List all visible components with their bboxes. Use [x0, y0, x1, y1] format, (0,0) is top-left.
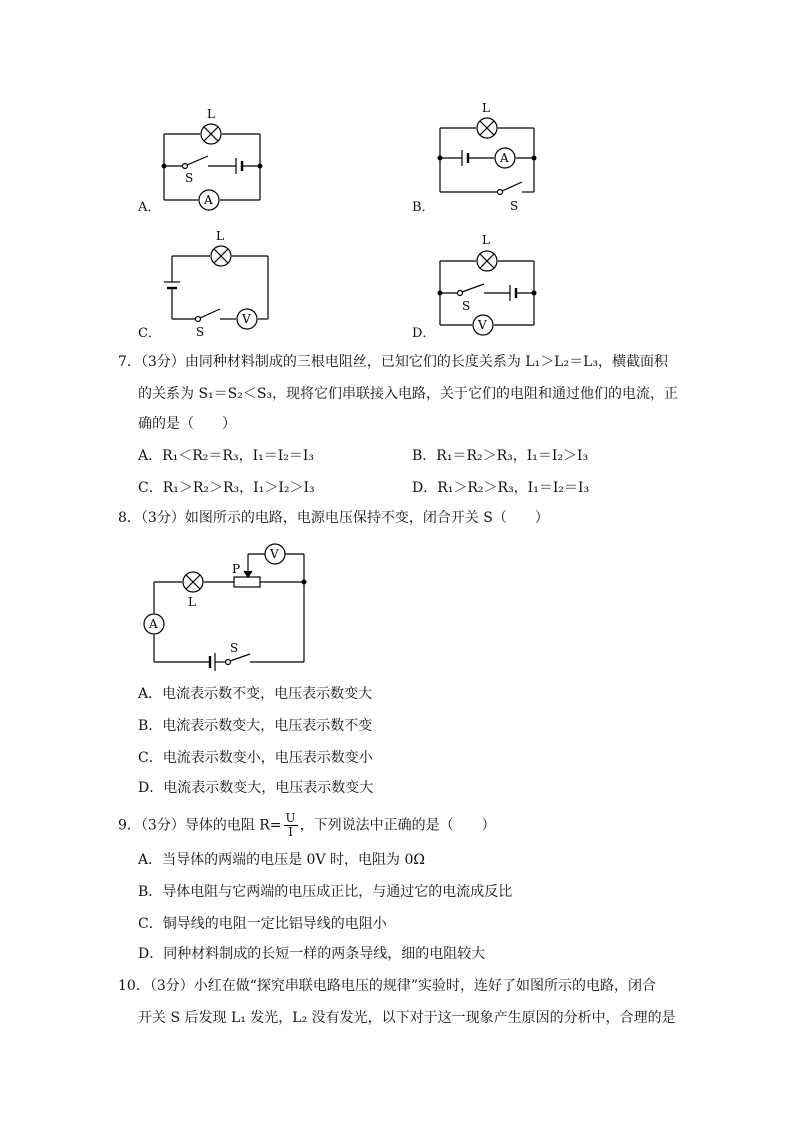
q6-option-d-label[interactable]: D． [412, 326, 436, 341]
q9-option-c[interactable]: C．铜导线的电阻一定比铝导线的电阻小 [138, 916, 387, 932]
q7-option-a[interactable]: A．R₁＜R₂＝R₃，I₁＝I₂＝I₃ [138, 448, 314, 464]
lamp-label: L [216, 229, 224, 243]
q7-option-d[interactable]: D．R₁＞R₂＞R₃，I₁＝I₂＝I₃ [412, 480, 590, 496]
q8-option-b[interactable]: B．电流表示数变大，电压表示数不变 [138, 718, 373, 734]
q8-circuit [138, 540, 318, 670]
q7-stem-line3: 确的是（ ） [138, 416, 236, 432]
ammeter-label: A [149, 617, 158, 631]
meter-label: A [500, 151, 509, 165]
q9-stem-post: ，下列说法中正确的是（ ） [299, 817, 496, 834]
switch-label: S [510, 199, 519, 213]
q9-formula-fraction [284, 812, 298, 839]
q9-stem-pre: 9．（3分）导体的电阻 R= [118, 817, 282, 834]
q8-option-a[interactable]: A．电流表示数不变，电压表示数变大 [138, 686, 373, 702]
q6-circuit-b [428, 96, 558, 221]
q6-circuit-a [150, 100, 280, 220]
meter-label: V [478, 318, 487, 332]
q6-option-a-label[interactable]: A． [138, 200, 161, 215]
q10-stem-line1: 10．（3分）小红在做“探究串联电路电压的规律”实验时，连好了如图所示的电路，闭合 [118, 978, 657, 994]
slider-label: P [232, 562, 241, 576]
voltmeter-label: V [270, 547, 279, 561]
fraction-numerator: U [285, 811, 296, 825]
lamp-label: L [188, 595, 196, 609]
q6-circuit-d [428, 228, 558, 348]
q8-stem: 8．（3分）如图所示的电路，电源电压保持不变，闭合开关 S（ ） [118, 510, 549, 526]
q9-option-d[interactable]: D．同种材料制成的长短一样的两条导线，细的电阻较大 [138, 946, 486, 962]
q10-stem-line2: 开关 S 后发现 L₁ 发光，L₂ 没有发光，以下对于这一现象产生原因的分析中，合理的是 [138, 1010, 676, 1026]
q6-option-c-label[interactable]: C． [138, 326, 161, 341]
meter-label: V [242, 312, 251, 326]
q6-option-b-label[interactable]: B． [412, 200, 435, 215]
switch-label: S [462, 299, 471, 313]
q8-option-d[interactable]: D．电流表示数变大，电压表示数变大 [138, 780, 374, 796]
q7-stem-line1: 7．（3分）由同种材料制成的三根电阻丝，已知它们的长度关系为 L₁＞L₂＝L₃，横截面积 [118, 354, 668, 370]
switch-label: S [230, 641, 239, 655]
q8-option-c[interactable]: C．电流表示数变小，电压表示数变小 [138, 750, 373, 766]
lamp-label: L [482, 233, 490, 247]
q7-option-c[interactable]: C．R₁＞R₂＞R₃，I₁＞I₂＞I₃ [138, 480, 315, 496]
lamp-label: L [207, 107, 215, 121]
meter-label: A [204, 193, 213, 207]
q6-circuit-c [150, 226, 280, 346]
q9-option-b[interactable]: B．导体电阻与它两端的电压成正比，与通过它的电流成反比 [138, 884, 513, 900]
switch-label: S [185, 171, 194, 185]
fraction-denominator: I [288, 825, 293, 839]
lamp-label: L [482, 101, 490, 115]
q9-option-a[interactable]: A．当导体的两端的电压是 0V 时，电阻为 0Ω [138, 852, 425, 868]
q7-option-b[interactable]: B．R₁＝R₂＞R₃，I₁＝I₂＞I₃ [412, 448, 589, 464]
q7-stem-line2: 的关系为 S₁＝S₂＜S₃，现将它们串联接入电路，关于它们的电阻和通过他们的电流，正 [138, 386, 679, 402]
q9-stem [118, 812, 496, 839]
switch-label: S [196, 325, 205, 339]
